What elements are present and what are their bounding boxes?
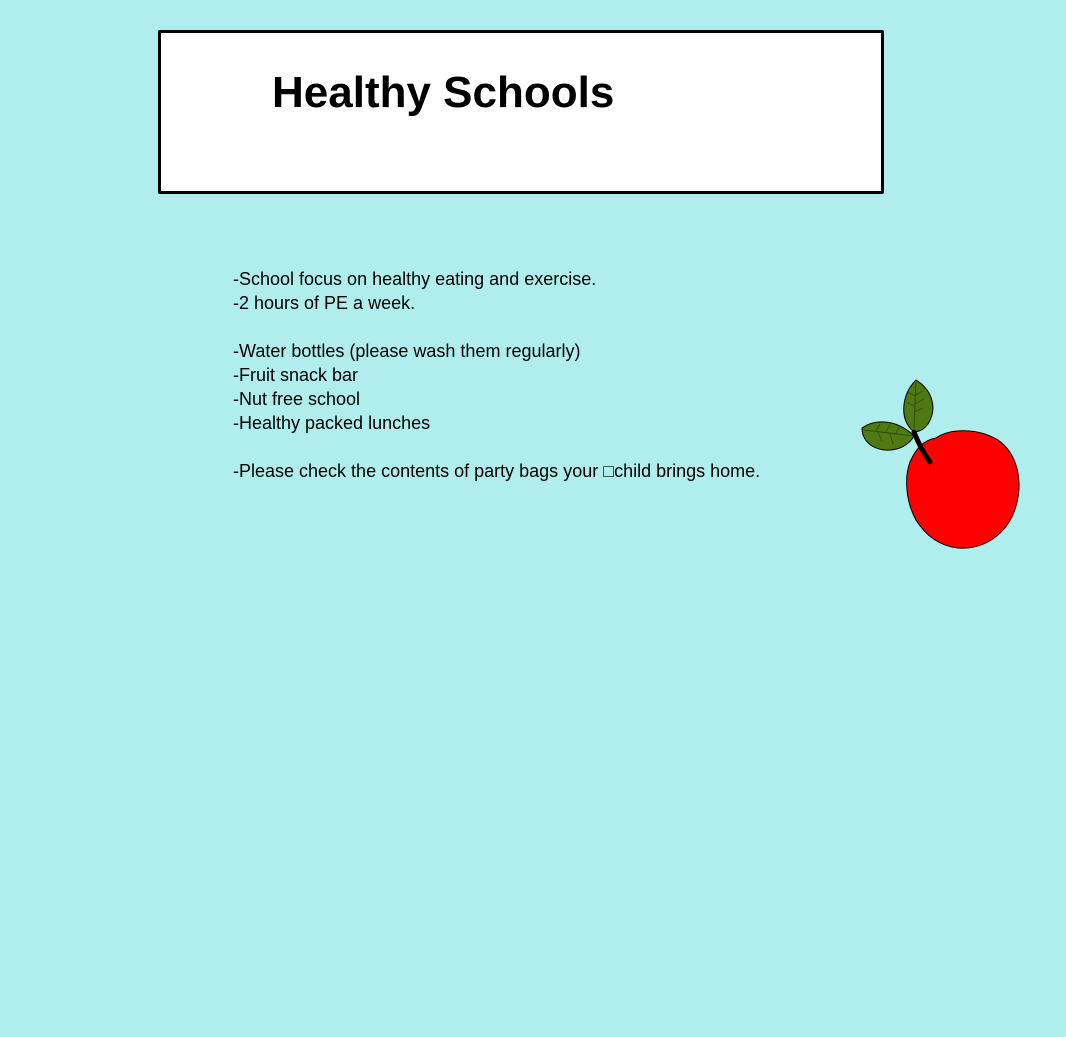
- bullet-item: -Healthy packed lunches: [233, 413, 431, 433]
- bullet-item: -School focus on healthy eating and exercise.: [233, 269, 597, 289]
- title-box: [158, 30, 884, 194]
- bullet-item: -2 hours of PE a week.: [233, 293, 416, 313]
- bullet-item: -Water bottles (please wash them regularly): [233, 341, 581, 361]
- leaf-icon: [904, 380, 933, 431]
- bullet-item: -Nut free school: [233, 389, 361, 409]
- page-title: Healthy Schools: [272, 68, 615, 117]
- bullet-spacer: [233, 435, 760, 459]
- bullet-spacer: [233, 315, 760, 339]
- leaf-icon: [862, 422, 914, 450]
- bullet-list: [233, 267, 760, 483]
- bullet-item: -Fruit snack bar: [233, 365, 359, 385]
- bullet-item: -Please check the contents of party bags your □child brings home.: [233, 461, 761, 481]
- apple-icon: [858, 378, 1023, 553]
